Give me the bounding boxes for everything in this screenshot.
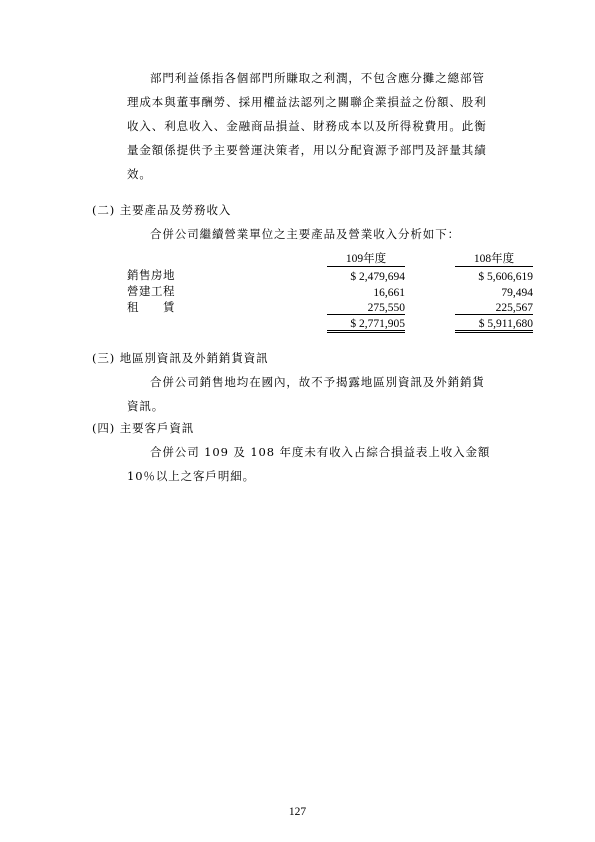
total-109: $ 2,771,905 (327, 315, 405, 332)
paragraph-line: 量金額係提供予主要營運決策者，用以分配資源予部門及評量其績 (127, 143, 487, 157)
column-header-108: 108年度 (455, 250, 533, 267)
value-109: 16,661 (373, 286, 405, 299)
section-3-line-2: 資訊。 (127, 399, 165, 413)
row-label: 銷售房地 (127, 269, 175, 282)
section-3-line-1: 合併公司銷售地均在國內，故不予揭露地區別資訊及外銷銷貨 (150, 375, 485, 389)
paragraph-line: 效。 (127, 167, 152, 181)
value-108: 225,567 (455, 299, 533, 315)
paragraph-line: 理成本與董事酬勞、採用權益法認列之關聯企業損益之份額、股利 (127, 95, 487, 109)
page-number: 127 (288, 806, 307, 818)
section-2-heading: (二) 主要產品及勞務收入 (92, 203, 232, 217)
total-108: $ 5,911,680 (455, 315, 533, 332)
row-label: 營建工程 (127, 285, 175, 298)
section-4-heading: (四) 主要客戶資訊 (92, 421, 195, 435)
table-row (127, 267, 533, 283)
table-total-row (127, 315, 533, 332)
segment-profit-paragraph (127, 66, 537, 186)
section-4-line-1: 合併公司 109 及 108 年度未有收入占綜合損益表上收入金額 (150, 445, 491, 459)
column-header-109: 109年度 (327, 250, 405, 267)
paragraph-line: 部門利益係指各個部門所賺取之利潤，不包含應分攤之總部管 (150, 71, 485, 85)
table-row (127, 283, 533, 299)
table-header-row (127, 250, 533, 267)
value-109: $ 2,479,694 (350, 270, 405, 283)
value-108: $ 5,606,619 (478, 270, 533, 283)
section-3-heading: (三) 地區別資訊及外銷銷貨資訊 (92, 351, 269, 365)
table-row (127, 299, 533, 315)
value-108: 79,494 (501, 286, 533, 299)
section-2-lead: 合併公司繼續營業單位之主要產品及營業收入分析如下： (150, 227, 460, 241)
section-4-line-2: 10％以上之客戶明細。 (127, 469, 256, 483)
row-label: 租 賃 (127, 301, 175, 314)
value-109: 275,550 (327, 299, 405, 315)
paragraph-line: 收入、利息收入、金融商品損益、財務成本以及所得稅費用。此衡 (127, 119, 487, 133)
revenue-table (127, 250, 533, 333)
